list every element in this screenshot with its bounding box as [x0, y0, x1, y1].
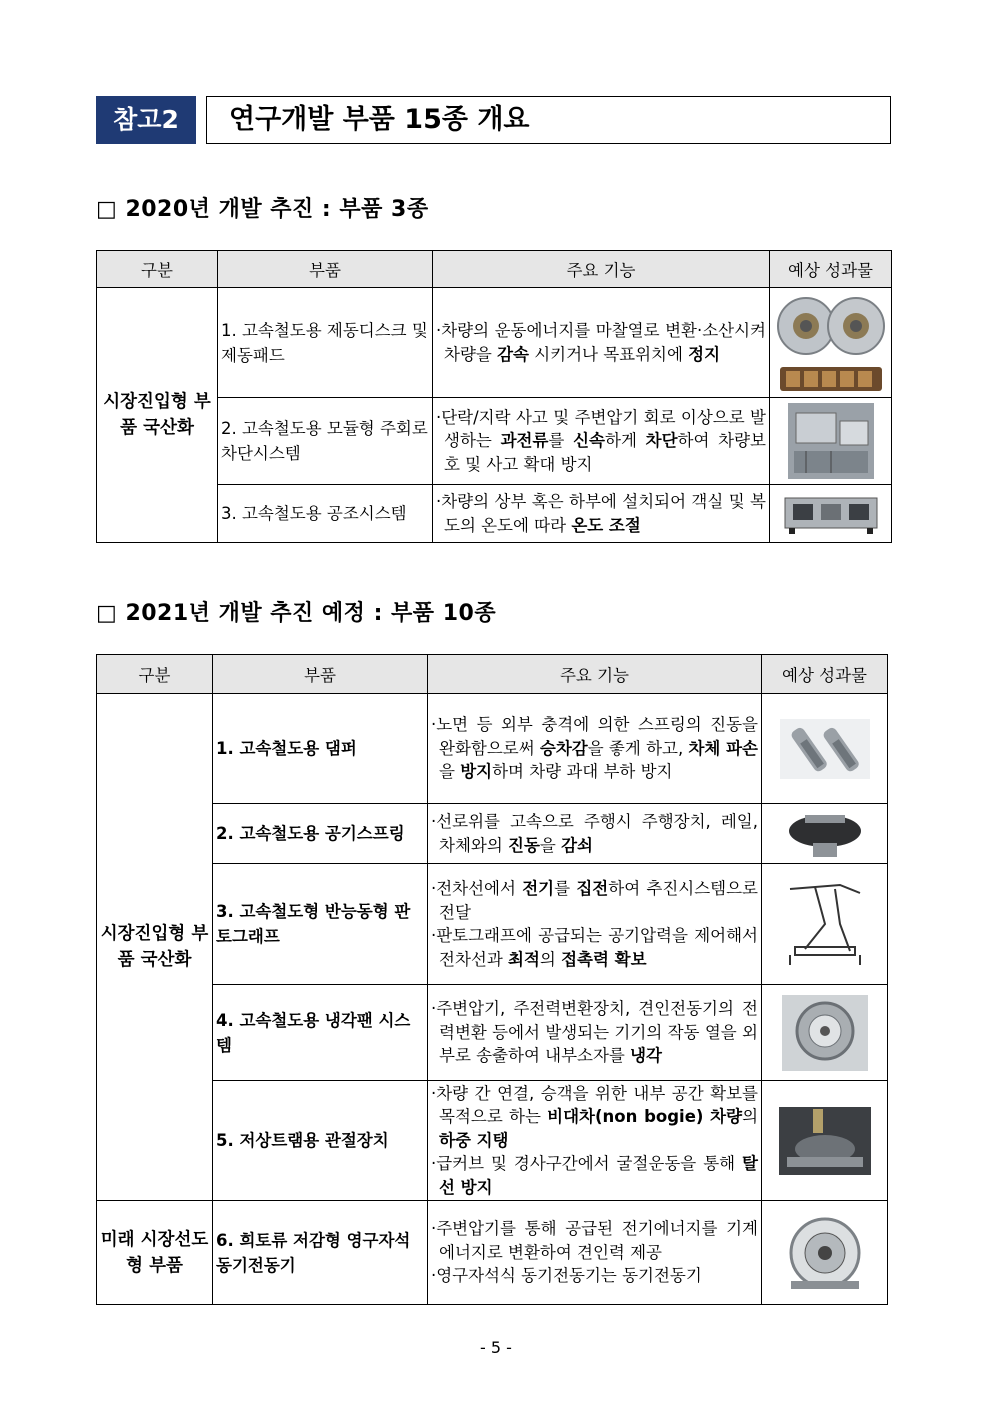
function-run: 를 — [548, 431, 574, 451]
header-part: 부품 — [213, 655, 428, 694]
emphasis-text: 차체 파손 — [688, 738, 758, 758]
function-paragraph — [431, 810, 758, 857]
page-number: - 5 - — [480, 1338, 512, 1357]
cooling-fan-image — [762, 985, 888, 1081]
function-text — [428, 804, 762, 864]
part-name: 4. 고속철도용 냉각팬 시스템 — [213, 985, 428, 1081]
table-2020 — [96, 250, 892, 543]
pantograph-image — [762, 864, 888, 985]
function-text — [433, 398, 770, 485]
emphasis-text: 정지 — [688, 344, 721, 364]
brake-disc-and-pad-image — [770, 288, 892, 398]
function-text — [433, 485, 770, 543]
function-run: 을 — [439, 762, 461, 782]
function-paragraph — [436, 490, 766, 537]
function-paragraph — [431, 997, 758, 1068]
function-paragraph — [431, 1082, 758, 1153]
function-run: ·전차선에서 — [431, 879, 523, 898]
function-run: ·차량 간 연결, 승객을 위한 내부 공간 확보를 목적으로 하는 — [431, 1083, 758, 1127]
function-run: 하게 — [605, 431, 646, 451]
header-function: 주요 기능 — [428, 655, 762, 694]
function-run: ·노면 등 외부 충격에 의한 스프링의 진동을 완화함으로써 — [431, 715, 758, 758]
emphasis-text: 하중 지탱 — [439, 1130, 509, 1150]
function-run: ·선로위를 고속으로 주행시 주행장치, 레일, 차체와의 — [431, 812, 758, 855]
function-paragraph — [431, 713, 758, 784]
category-cell: 시장진입형 부품 국산화 — [97, 694, 213, 1201]
articulation-joint-image — [762, 1081, 888, 1201]
function-paragraph — [431, 1264, 758, 1288]
damper-image — [762, 694, 888, 804]
header-category: 구분 — [97, 655, 213, 694]
part-name: 5. 저상트램용 관절장치 — [213, 1081, 428, 1201]
category-cell: 시장진입형 부품 국산화 — [97, 288, 218, 543]
header-function: 주요 기능 — [433, 251, 770, 288]
function-run: 의 — [742, 1107, 759, 1127]
hvac-unit-image — [770, 485, 892, 543]
function-paragraph — [431, 1217, 758, 1264]
emphasis-text: 승차감 — [539, 738, 588, 758]
emphasis-text: 접촉력 확보 — [561, 949, 647, 969]
pm-motor-image — [762, 1201, 888, 1305]
function-run: ·주변압기를 통해 공급된 전기에너지를 기계에너지로 변환하여 견인력 제공 — [431, 1219, 758, 1262]
part-name: 1. 고속철도용 제동디스크 및 제동패드 — [218, 288, 433, 398]
header-output: 예상 성과물 — [770, 251, 892, 288]
part-name: 1. 고속철도용 댐퍼 — [213, 694, 428, 804]
function-run: 하며 차량 과대 부하 방지 — [492, 762, 673, 782]
part-name: 3. 고속철도용 공조시스템 — [218, 485, 433, 543]
header-category: 구분 — [97, 251, 218, 288]
emphasis-text: 전기 — [522, 879, 555, 898]
function-run: 하여 추진시스템으로 전달 — [439, 879, 758, 922]
emphasis-text: 냉각 — [630, 1046, 662, 1066]
emphasis-text: 방지 — [460, 762, 493, 782]
part-name: 2. 고속철도용 모듈형 주회로 차단시스템 — [218, 398, 433, 485]
emphasis-text: 감쇠 — [561, 835, 593, 855]
function-text — [428, 985, 762, 1081]
page-title: 연구개발 부품 15종 개요 — [206, 96, 891, 144]
part-name: 6. 희토류 저감형 영구자석 동기전동기 — [213, 1201, 428, 1305]
air-spring-image — [762, 804, 888, 864]
function-run: 을 좋게 하고, — [587, 738, 689, 758]
function-text — [428, 694, 762, 804]
emphasis-text: 온도 조절 — [571, 515, 641, 535]
emphasis-text: 신속 — [573, 431, 605, 451]
emphasis-text: 집전 — [576, 879, 609, 898]
circuit-breaker-image — [770, 398, 892, 485]
header-output: 예상 성과물 — [762, 655, 888, 694]
part-name: 2. 고속철도용 공기스프링 — [213, 804, 428, 864]
function-run: 시키거나 목표위치에 — [528, 344, 689, 364]
function-text — [428, 1081, 762, 1201]
emphasis-text: 감속 — [497, 344, 529, 364]
function-run: ·주변압기, 주전력변환장치, 견인전동기의 전력변환 등에서 발생되는 기기의 작동 열을 외부로 송출하여 내부소자를 — [431, 999, 758, 1066]
function-text — [433, 288, 770, 398]
function-run: ·급커브 및 경사구간에서 굴절운동을 통해 — [431, 1154, 743, 1174]
function-run: 의 — [539, 949, 562, 969]
function-run: ·영구자석식 동기전동기는 동기전동기 — [431, 1266, 702, 1286]
function-paragraph — [436, 319, 766, 366]
section2-heading: □ 2021년 개발 추진 예정 : 부품 10종 — [96, 601, 497, 626]
category-cell: 미래 시장선도형 부품 — [97, 1201, 213, 1305]
header-part: 부품 — [218, 251, 433, 288]
emphasis-text: 최적 — [508, 949, 540, 969]
function-paragraph — [431, 1152, 758, 1199]
function-run: ·차량의 상부 혹은 하부에 설치되어 객실 및 복도의 온도에 따라 — [436, 492, 766, 535]
function-run: 을 — [539, 835, 562, 855]
function-paragraph — [431, 924, 758, 971]
function-run: ·단락/지락 사고 및 주변압기 회로 이상으로 발생하는 — [436, 407, 766, 451]
function-paragraph — [436, 406, 766, 477]
table-2021 — [96, 654, 888, 1305]
function-run: 를 — [554, 879, 577, 898]
section1-heading: □ 2020년 개발 추진 : 부품 3종 — [96, 197, 429, 222]
function-text — [428, 864, 762, 985]
emphasis-text: 과전류 — [500, 431, 549, 451]
function-run: 하여 차량보호 및 사고 확대 방지 — [444, 431, 766, 474]
emphasis-text: 비대차(non bogie) 차량 — [547, 1107, 743, 1127]
title-bar — [96, 96, 891, 144]
function-paragraph — [431, 877, 758, 924]
emphasis-text: 진동 — [508, 835, 540, 855]
part-name: 3. 고속철도형 반능동형 판토그래프 — [213, 864, 428, 985]
function-text — [428, 1201, 762, 1305]
emphasis-text: 차단 — [645, 431, 678, 451]
emphasis-text: 탈선 방지 — [439, 1154, 758, 1197]
reference-tag: 참고2 — [96, 96, 196, 144]
function-run: ·차량의 운동에너지를 마찰열로 변환·소산시켜 차량을 — [436, 321, 766, 364]
function-run: ·판토그래프에 공급되는 공기압력을 제어해서 전차선과 — [431, 926, 758, 969]
